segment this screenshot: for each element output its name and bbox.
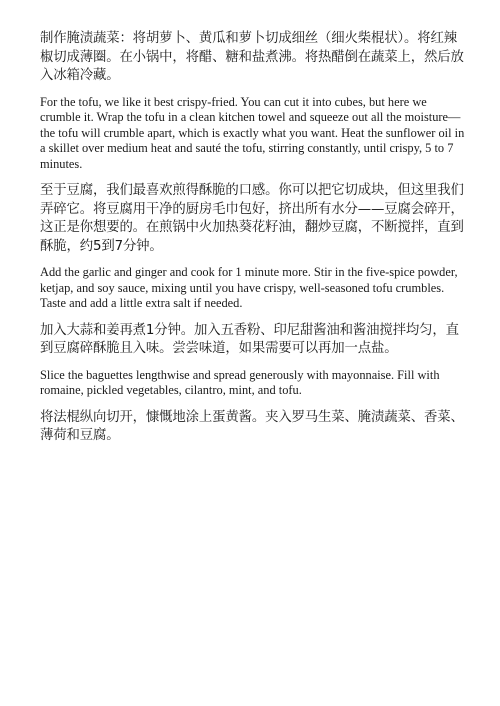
paragraph-en-baguette: Slice the baguettes lengthwise and spread generously with mayonnaise. Fill with romaine, pickled vegetables, cilantro, mint, and tofu. <box>40 367 440 397</box>
document-page <box>40 30 470 455</box>
paragraph-zh-baguette: 将法棍纵向切开，慷慨地涂上蛋黄酱。夹入罗马生菜、腌渍蔬菜、香菜、薄荷和豆腐。 <box>40 409 464 443</box>
paragraph-en-garlic-ginger: Add the garlic and ginger and cook for 1 minute more. Stir in the five-spice powder, ketjap, and soy sauce, mixing until you have crispy, well-seasoned tofu crumbles. Taste and add a little extra salt if needed. <box>40 265 458 310</box>
paragraph-zh-pickled-vegetables: 制作腌渍蔬菜：将胡萝卜、黄瓜和萝卜切成细丝（细火柴棍状）。将红辣椒切成薄圈。在小锅中，将醋、糖和盐煮沸。将热醋倒在蔬菜上，然后放入冰箱冷藏。 <box>40 31 464 83</box>
paragraph-zh-tofu-prep: 至于豆腐，我们最喜欢煎得酥脆的口感。你可以把它切成块，但这里我们弄碎它。将豆腐用干净的厨房毛巾包好，挤出所有水分——豆腐会碎开，这正是你想要的。在煎锅中火加热葵花籽油，翻炒豆腐，不断搅拌，直到酥脆，约5到7分钟。 <box>40 183 464 254</box>
paragraph-en-tofu-prep: For the tofu, we like it best crispy-fried. You can cut it into cubes, but here we crumble it. Wrap the tofu in a clean kitchen towel and squeeze out all the moisture—the tofu will crumble apart, which is exactly what you want. Heat the sunflower oil in a skillet over medium heat and sauté the tofu, stirring constantly, until crispy, 5 to 7 minutes. <box>40 94 465 171</box>
paragraph-zh-garlic-ginger: 加入大蒜和姜再煮1分钟。加入五香粉、印尼甜酱油和酱油搅拌均匀，直到豆腐碎酥脆且入味。尝尝味道，如果需要可以再加一点盐。 <box>40 322 459 356</box>
